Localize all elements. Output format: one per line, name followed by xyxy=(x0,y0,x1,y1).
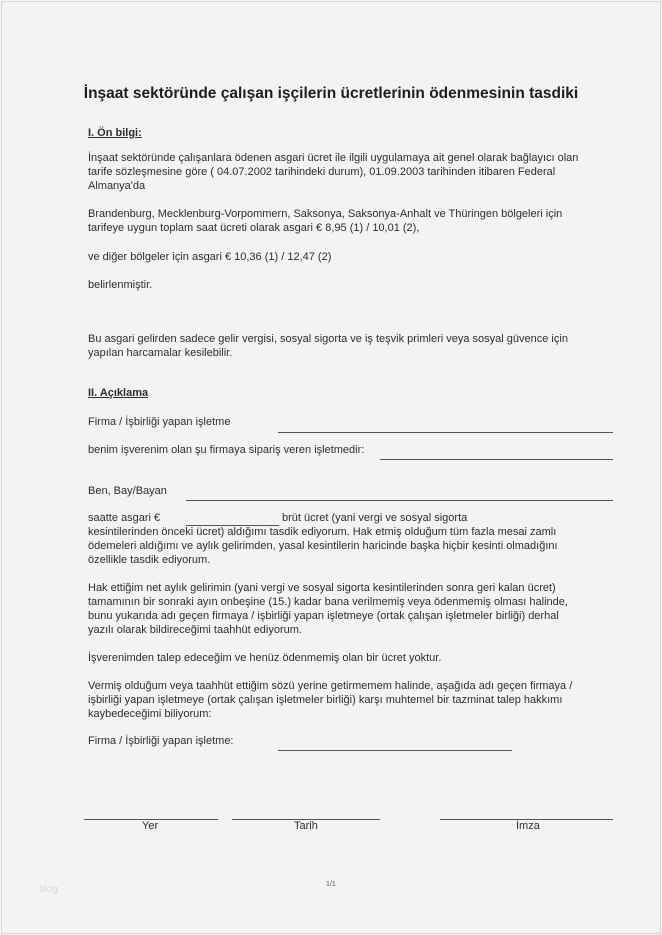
page-frame xyxy=(1,1,661,934)
name-label: Ben, Bay/Bayan xyxy=(88,485,167,497)
text-line: kesintilerinden önceki ücret) aldığımı tasdik ediyorum. Hak etmiş olduğum tüm fazla mesai zamlı xyxy=(88,526,557,538)
wage-suffix: brüt ücret (yani vergi ve sosyal sigorta xyxy=(282,512,468,524)
section-1-paragraph-5 xyxy=(88,332,628,360)
text-line: tarife sözleşmesine göre ( 04.07.2002 tarihindeki durum), 01.09.2003 tarihinden itibaren Federal xyxy=(88,166,556,178)
text-line: bunu yukarıda adı geçen firmaya / işbirliği yapan işletmeye (ortak çalışan işletmeler birliği) derhal xyxy=(88,610,559,622)
text-line: işbirliği yapan işletmeye (ortak çalışan işletmeler birliği) karşı muhtemel bir tazminat talep hakkımı xyxy=(88,694,563,706)
page-number: 1/1 xyxy=(326,881,336,888)
text-line: Almanya'da xyxy=(88,180,146,192)
text-line: ödemeleri aldığımı ve aylık gelirimden, yasal kesintilerin haricinde başka hiçbir kesinti olmadığını xyxy=(88,540,558,552)
employer-label: benim işverenim olan şu firmaya sipariş veren işletmedir: xyxy=(88,444,365,456)
text-line: özellikle tasdik ediyorum. xyxy=(88,554,211,566)
watermark: blog xyxy=(39,884,58,895)
firm-field[interactable] xyxy=(278,432,613,433)
wage-field[interactable] xyxy=(186,525,279,526)
date-label: Tarih xyxy=(294,820,318,832)
text-line: yazılı olarak bildireceğimi taahhüt ediyorum. xyxy=(88,624,302,636)
section-2-paragraph-3: İşverenimden talep edeceğim ve henüz ödenmemiş olan bir ücret yoktur. xyxy=(88,652,442,664)
name-field[interactable] xyxy=(186,500,613,501)
section-1-paragraph-4: belirlenmiştir. xyxy=(88,279,153,291)
text-line: Hak ettiğim net aylık gelirimin (yani vergi ve sosyal sigorta kesintilerinden sonra geri kalan ücret) xyxy=(88,582,556,594)
text-line: Bu asgari gelirden sadece gelir vergisi, sosyal sigorta ve iş teşvik primleri veya sosyal güvence için xyxy=(88,333,568,345)
section-2-paragraph-2 xyxy=(88,581,628,637)
section-1-paragraph-1 xyxy=(88,151,628,193)
firm-field-2[interactable] xyxy=(278,750,512,751)
text-line: Vermiş olduğum veya taahhüt ettiğim sözü yerine getirmemem halinde, aşağıda adı geçen firmaya / xyxy=(88,680,573,692)
section-1-paragraph-3: ve diğer bölgeler için asgari € 10,36 (1) / 12,47 (2) xyxy=(88,251,332,263)
wage-prefix: saatte asgari € xyxy=(88,512,161,524)
document-title: İnşaat sektöründe çalışan işçilerin ücretlerinin ödenmesinin tasdiki xyxy=(83,85,579,102)
text-line: yapılan harcamalar kesilebilir. xyxy=(88,347,233,359)
section-1-heading: I. Ön bilgi: xyxy=(88,127,142,139)
employer-field[interactable] xyxy=(380,459,613,460)
section-2-paragraph-4 xyxy=(88,679,628,721)
text-line: tamamının bir sonraki ayın onbeşine (15.) kadar bana verilmemiş veya ödenmemiş olması halinde, xyxy=(88,596,568,608)
firm-label-2: Firma / İşbirliği yapan işletme: xyxy=(88,735,234,747)
signature-label: İmza xyxy=(516,820,540,832)
text-line: İnşaat sektöründe çalışanlara ödenen asgari ücret ile ilgili uygulamaya ait genel olarak bağlayıcı olan xyxy=(88,152,579,164)
text-line: kaybedeceğimi biliyorum: xyxy=(88,708,212,720)
firm-label: Firma / İşbirliği yapan işletme xyxy=(88,416,231,428)
section-2-heading: II. Açıklama xyxy=(88,387,149,399)
text-line: tarifeye uygun toplam saat ücreti olarak asgari € 8,95 (1) / 10,01 (2), xyxy=(88,222,420,234)
place-label: Yer xyxy=(142,820,159,832)
section-1-paragraph-2 xyxy=(88,207,628,235)
text-line: Brandenburg, Mecklenburg-Vorpommern, Saksonya, Saksonya-Anhalt ve Thüringen bölgeleri için xyxy=(88,208,563,220)
